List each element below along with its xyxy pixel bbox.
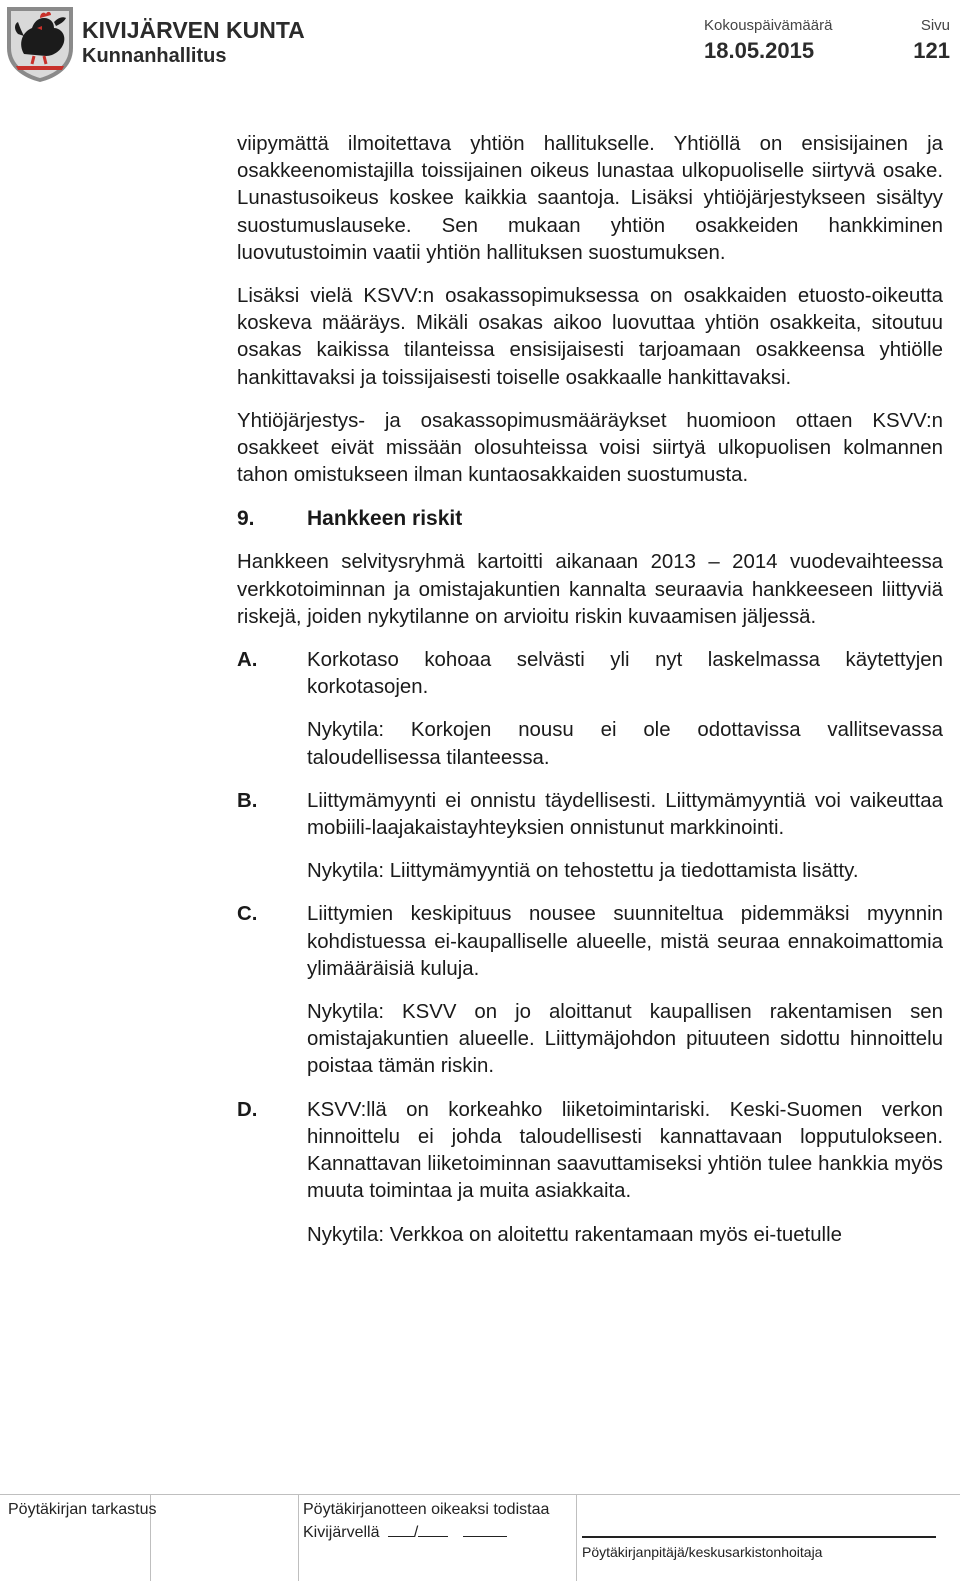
page-header [0,0,960,90]
signature-line [582,1536,936,1538]
risk-item [237,788,943,902]
paragraph: Hankkeen selvitysryhmä kartoitti aikanaan 2013 – 2014 vuodevaihteessa verkkotoiminnan ja omistajakuntien kannalta seuraavia hankkeeseen liittyviä riskejä, joiden nykytilanne on arvioitu riskin kuvaamisen jäljessä. [237,551,943,628]
board-name: Kunnanhallitus [82,45,227,67]
risk-status: Nykytila: KSVV on jo aloittanut kaupallisen rakentamisen sen omistajakuntien alueelle. Liittymäjohdon pituuteen sidottu hinnoittelu poistaa tämän riskin. [307,1001,943,1078]
organization-name: KIVIJÄRVEN KUNTA [82,17,305,43]
risk-marker: C. [237,903,258,926]
risk-description: Korkotaso kohoaa selvästi yli nyt laskelmassa käytettyjen korkotasojen. [307,649,943,699]
risk-description: KSVV:llä on korkeahko liiketoimintariski. Keski-Suomen verkon hinnoittelu ei johda taloudellisesti kannattavaan lopputulokseen. Kannattavan liiketoiminnan saavuttamiseksi yhtiön tulee hankkia myös muuta toimintaa ja muita asiakkaita. [307,1098,943,1203]
risk-item [237,1097,943,1265]
risk-description: Liittymämyynti ei onnistu täydellisesti. Liittymämyyntiä voi vaikeuttaa mobiili-laajakaistayhteyksien onnistunut markkinointi. [307,789,943,840]
meeting-date-value: 18.05.2015 [704,38,815,63]
risk-status: Nykytila: Verkkoa on aloitettu rakentamaan myös ei-tuetulle [307,1223,842,1246]
section-heading [237,505,943,532]
review-label: Pöytäkirjan tarkastus [8,1501,157,1518]
year-blank [463,1522,507,1537]
risk-status: Nykytila: Liittymämyyntiä on tehostettu ja tiedottamista lisätty. [307,860,859,883]
meeting-date-label: Kokouspäivämäärä [704,17,833,34]
paragraph: Yhtiöjärjestys- ja osakassopimusmääräykset huomioon ottaen KSVV:n osakkeet eivät missään olosuhteissa voisi siirtyä ulkopuolisen kolmannen tahon omistukseen ilman kuntaosakkaiden suostumusta. [237,409,943,487]
certify-label: Pöytäkirjanotteen oikeaksi todistaa [303,1501,550,1518]
signer-title: Pöytäkirjanpitäjä/keskusarkistonhoitaja [582,1544,823,1560]
risk-status: Nykytila: Korkojen nousu ei ole odottavissa vallitsevassa taloudellisessa tilanteessa. [307,719,943,769]
paragraph: Lisäksi vielä KSVV:n osakassopimuksessa on osakkaiden etuosto-oikeutta koskeva määräys. Mikäli osakas aikoo luovuttaa yhtiön osakkeita, sitoutuu osakas kaikissa tilanteissa ensisijaisesti tarjoamaan osakkeensa yhtiölle hankittavaksi ja toissijaisesti toiselle osakkaalle hankittavaksi. [237,285,943,389]
footer-column-divider [298,1494,299,1581]
date-separator: / [413,1524,419,1541]
month-blank [418,1522,448,1537]
section-title: Hankkeen riskit [307,507,463,531]
page-number-value: 121 [913,38,950,63]
risk-item [237,647,943,788]
page-number-label: Sivu [920,17,950,34]
place-name: Kivijärvellä [303,1524,380,1541]
risk-marker: A. [237,649,258,672]
paragraph: viipymättä ilmoitettava yhtiön hallitukselle. Yhtiöllä on ensisijainen ja osakkeenomistajilla toissijainen oikeus lunastaa ulkopuoliselle siirtyvä osake. Lunastusoikeus koskee kaikkia saantoja. Lisäksi yhtiöjärjestykseen sisältyy suostumuslauseke. Sen mukaan yhtiön osakkeiden hankkiminen luovutustoimin vaatii yhtiön hallituksen suostumuksen. [237,133,943,264]
page-footer [0,1494,960,1581]
section-number: 9. [237,507,255,531]
risk-marker: B. [237,789,258,812]
municipal-crest-icon [4,4,76,84]
risk-marker: D. [237,1098,258,1121]
certify-place-date [303,1522,507,1542]
footer-divider [0,1494,960,1495]
risk-item [237,901,943,1096]
risk-description: Liittymien keskipituus nousee suunniteltua pidemmäksi myynnin kohdistuessa ei-kaupalliselle alueelle, mistä seuraa ennakoimattomia ylimääräisiä kuluja. [307,903,943,980]
document-body [237,131,943,1265]
footer-column-divider [576,1494,577,1581]
day-blank [388,1522,414,1537]
